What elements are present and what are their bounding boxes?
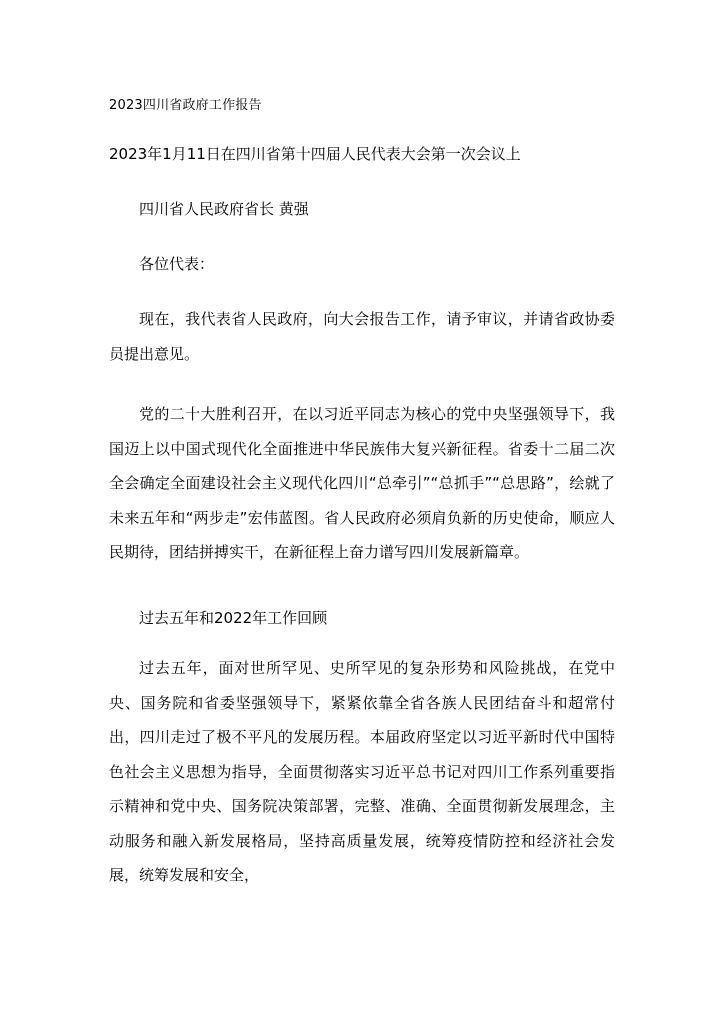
document-title: 2023四川省政府工作报告 <box>109 98 262 113</box>
paragraph-context: 党的二十大胜利召开，在以习近平同志为核心的党中央坚强领导下，我国迈上以中国式现代化全面推进中华民族伟大复兴新征程。省委十二届二次全会确定全面建设社会主义现代化四川“总牵引”“总抓手”“总思路”，绘就了未来五年和“两步走”宏伟蓝图。省人民政府必须肩负新的历史使命，顺应人民期待，团结拼搏实干，在新征程上奋力谱写四川发展新篇章。 <box>109 405 615 561</box>
speaker-line: 四川省人民政府省长 黄强 <box>139 200 309 218</box>
section-heading: 过去五年和2022年工作回顾 <box>139 609 328 627</box>
meeting-line: 2023年1月11日在四川省第十四届人民代表大会第一次会议上 <box>109 145 521 163</box>
paragraph-review: 过去五年，面对世所罕见、史所罕见的复杂形势和风险挑战，在党中央、国务院和省委坚强领导下，紧紧依靠全省各族人民团结奋斗和超常付出，四川走过了极不平凡的发展历程。本届政府坚定以习近平新时代中国特色社会主义思想为指导，全面贯彻落实习近平总书记对四川工作系列重要指示精神和党中央、国务院决策部署，完整、准确、全面贯彻新发展理念，主动服务和融入新发展格局，坚持高质量发展，统筹疫情防控和经济社会发展，统筹发展和安全， <box>109 659 615 884</box>
paragraph-intro: 现在，我代表省人民政府，向大会报告工作，请予审议，并请省政协委员提出意见。 <box>109 310 615 363</box>
salutation: 各位代表： <box>139 255 215 273</box>
